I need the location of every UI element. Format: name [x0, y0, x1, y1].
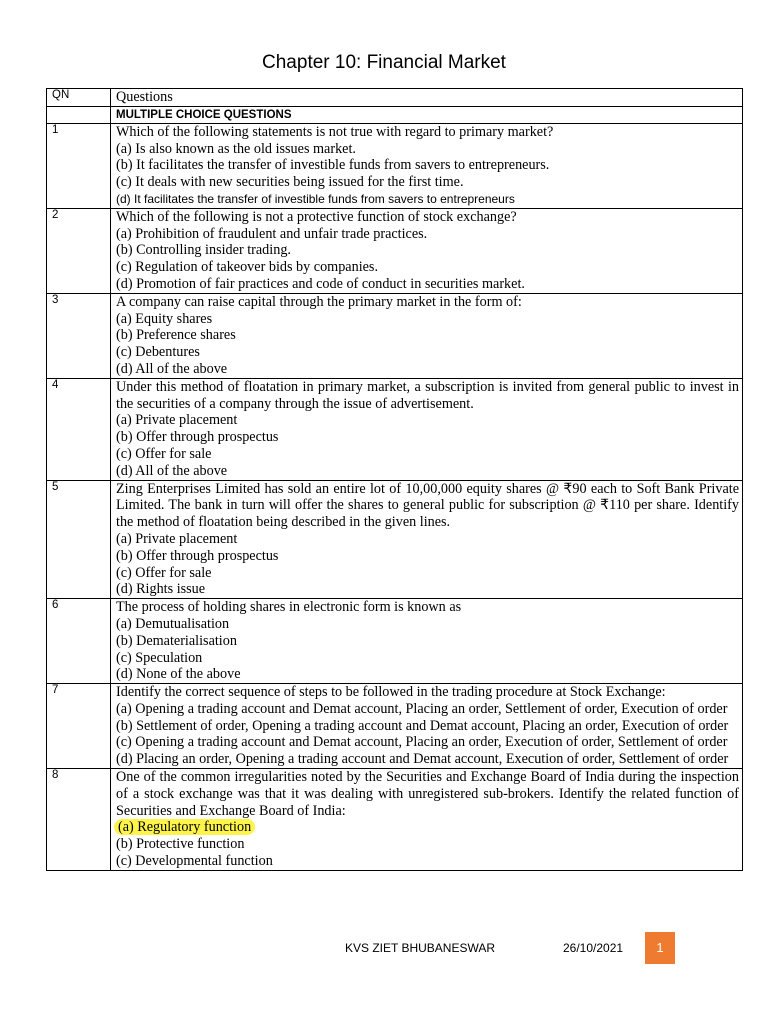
section-row: [47, 106, 743, 123]
footer-date: 26/10/2021: [563, 941, 624, 955]
option-b: (b) It facilitates the transfer of investible funds from savers to entrepreneurs.: [116, 157, 550, 174]
table-row: [47, 480, 743, 599]
questions-table: [46, 88, 743, 871]
table-row: [47, 293, 743, 378]
table-row: [47, 599, 743, 684]
question-number: 8: [47, 769, 111, 871]
option-c: (c) Opening a trading account and Demat account, Placing an order, Execution of order, Settlement of order: [116, 734, 728, 751]
table-row: [47, 769, 743, 871]
question-stem: Under this method of floatation in primary market, a subscription is invited from general public to invest in the securities of a company through the issue of advertisement.: [116, 378, 739, 412]
option-d: (d) It facilitates the transfer of investible funds from savers to entrepreneurs: [116, 191, 515, 206]
question-cell: [111, 684, 743, 769]
table-header-row: [47, 89, 743, 107]
table-row: [47, 123, 743, 208]
option-a: (a) Equity shares: [116, 310, 213, 327]
option-d: (d) Placing an order, Opening a trading account and Demat account, Execution of order, Settlement of order: [116, 751, 729, 768]
question-number: 6: [47, 599, 111, 684]
question-number: 4: [47, 378, 111, 480]
page-number-badge: 1: [645, 932, 675, 964]
option-b: (b) Dematerialisation: [116, 632, 237, 649]
question-stem: The process of holding shares in electronic form is known as: [116, 599, 462, 616]
table-row: [47, 378, 743, 480]
option-b: (b) Offer through prospectus: [116, 429, 279, 446]
option-a: (a) Demutualisation: [116, 615, 230, 632]
option-b: (b) Settlement of order, Opening a trading account and Demat account, Placing an order, Execution of order: [116, 717, 729, 734]
option-c: (c) Offer for sale: [116, 445, 212, 462]
question-stem: One of the common irregularities noted by the Securities and Exchange Board of India during the inspection of a stock exchange was that it was dealing with unregistered sub-brokers. Identify the related function of Securities and Exchange Board of India:: [116, 769, 739, 819]
option-c: (c) Offer for sale: [116, 564, 212, 581]
question-stem: Which of the following statements is not true with regard to primary market?: [116, 123, 554, 140]
option-d: (d) None of the above: [116, 666, 241, 683]
question-cell: [111, 293, 743, 378]
question-cell: [111, 208, 743, 293]
option-a: (a) Opening a trading account and Demat account, Placing an order, Settlement of order, Execution of order: [116, 700, 728, 717]
question-stem: Identify the correct sequence of steps to be followed in the trading procedure at Stock Exchange:: [116, 684, 666, 701]
option-b: (b) Preference shares: [116, 327, 236, 344]
option-b: (b) Offer through prospectus: [116, 547, 279, 564]
option-a-highlighted: (a) Regulatory function: [114, 819, 255, 835]
option-d: (d) All of the above: [116, 462, 228, 479]
question-number: 5: [47, 480, 111, 599]
option-b: (b) Controlling insider trading.: [116, 242, 291, 259]
option-d: (d) Promotion of fair practices and code of conduct in securities market.: [116, 275, 525, 292]
option-a-line: [116, 819, 739, 836]
question-stem: Which of the following is not a protective function of stock exchange?: [116, 208, 517, 225]
option-c: (c) Regulation of takeover bids by companies.: [116, 259, 378, 276]
question-number: 3: [47, 293, 111, 378]
question-stem: A company can raise capital through the primary market in the form of:: [116, 293, 522, 310]
option-a: (a) Prohibition of fraudulent and unfair trade practices.: [116, 225, 428, 242]
section-empty-cell: [47, 106, 111, 123]
table-row: [47, 208, 743, 293]
option-a: (a) Private placement: [116, 530, 238, 547]
question-number: 1: [47, 123, 111, 208]
question-cell: [111, 480, 743, 599]
footer-school: KVS ZIET BHUBANESWAR: [345, 941, 496, 955]
section-label: MULTIPLE CHOICE QUESTIONS: [111, 106, 743, 123]
header-qn: QN: [47, 89, 111, 107]
option-a: (a) Private placement: [116, 412, 238, 429]
option-c: (c) It deals with new securities being issued for the first time.: [116, 174, 464, 191]
option-a: (a) Is also known as the old issues market.: [116, 140, 356, 157]
option-c: (c) Developmental function: [116, 853, 273, 870]
question-number: 2: [47, 208, 111, 293]
question-cell: [111, 599, 743, 684]
option-d: (d) All of the above: [116, 360, 228, 377]
header-questions: Questions: [111, 89, 743, 107]
option-b: (b) Protective function: [116, 836, 245, 853]
question-number: 7: [47, 684, 111, 769]
option-c: (c) Debentures: [116, 344, 200, 361]
question-stem: Zing Enterprises Limited has sold an entire lot of 10,00,000 equity shares @ ₹90 each to Soft Bank Private Limited. The bank in turn will offer the shares to general public for subscription @ ₹110 per share. Identify the method of floatation being described in the given lines.: [116, 480, 739, 531]
question-cell: [111, 769, 743, 871]
option-d: (d) Rights issue: [116, 581, 206, 598]
table-row: [47, 684, 743, 769]
question-cell: [111, 123, 743, 208]
question-cell: [111, 378, 743, 480]
option-c: (c) Speculation: [116, 649, 203, 666]
page-title: Chapter 10: Financial Market: [262, 52, 506, 73]
